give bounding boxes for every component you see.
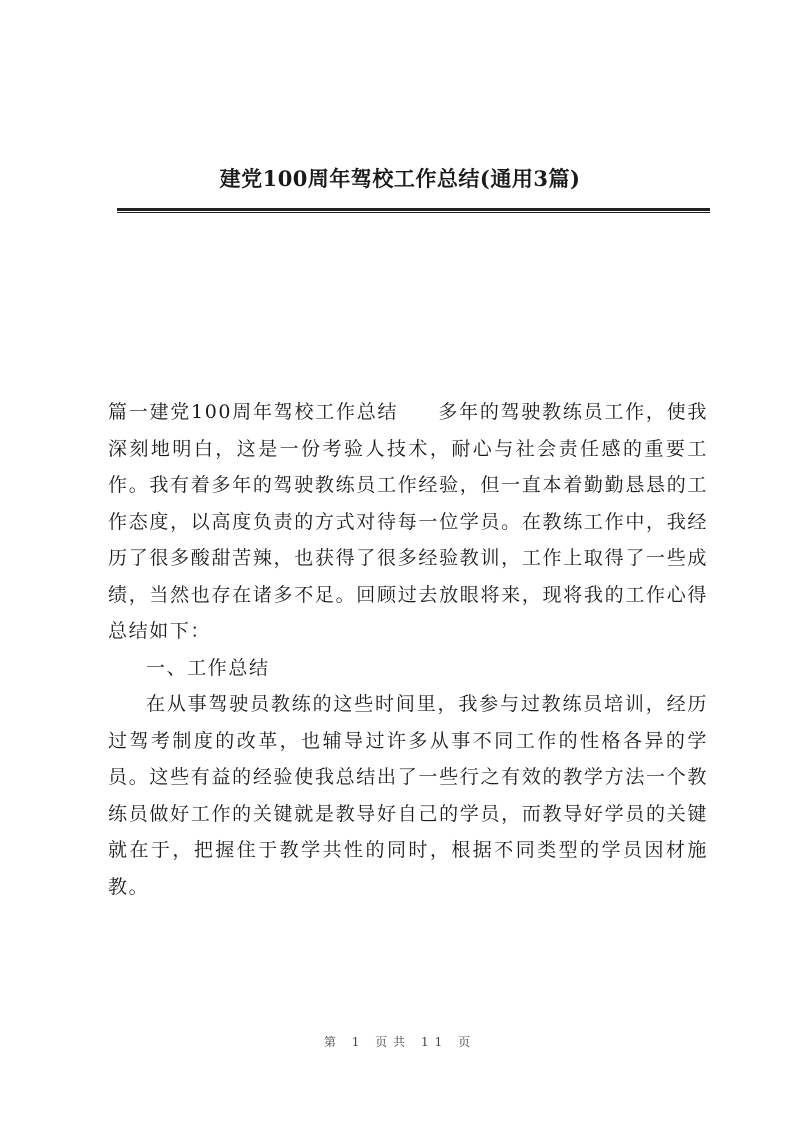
intro-text: 多年的驾驶教练员工作，使我深刻地明白，这是一份考验人技术，耐心与社会责任感的重要工作。我有着多年的驾驶教练员工作经验，但一直本着勤勤恳恳的工作态度，以高度负责的方式对待每一位学员。在教练工作中，我经历了很多酸甜苦辣，也获得了很多经验教训，工作上取得了一些成绩，当然也存在诸多不足。回顾过去放眼将来，现将我的工作心得总结如下： xyxy=(108,401,708,642)
footer-middle: 页共 xyxy=(375,1035,412,1049)
footer-suffix: 页 xyxy=(458,1035,477,1049)
document-title: 建党100周年驾校工作总结(通用3篇) xyxy=(219,166,581,191)
footer-prefix: 第 xyxy=(323,1035,342,1049)
title-divider xyxy=(117,208,710,213)
footer-total-pages: 11 xyxy=(421,1035,449,1049)
intro-heading: 篇一建党100周年驾校工作总结 xyxy=(108,401,399,423)
footer-page-number: 1 xyxy=(351,1035,366,1049)
section-heading: 一、工作总结 xyxy=(146,656,270,679)
page-footer xyxy=(0,1033,800,1050)
document-body xyxy=(108,394,708,905)
intro-paragraph xyxy=(108,394,708,650)
section-paragraph: 在从事驾驶员教练的这些时间里，我参与过教练员培训，经历过驾考制度的改革，也辅导过许多从事不同工作的性格各异的学员。这些有益的经验使我总结出了一些行之有效的教学方法一个教练员做好工作的关键就是教导好自己的学员，而教导好学员的关键就在于，把握住于教学共性的同时，根据不同类型的学员因材施教。 xyxy=(108,693,708,898)
